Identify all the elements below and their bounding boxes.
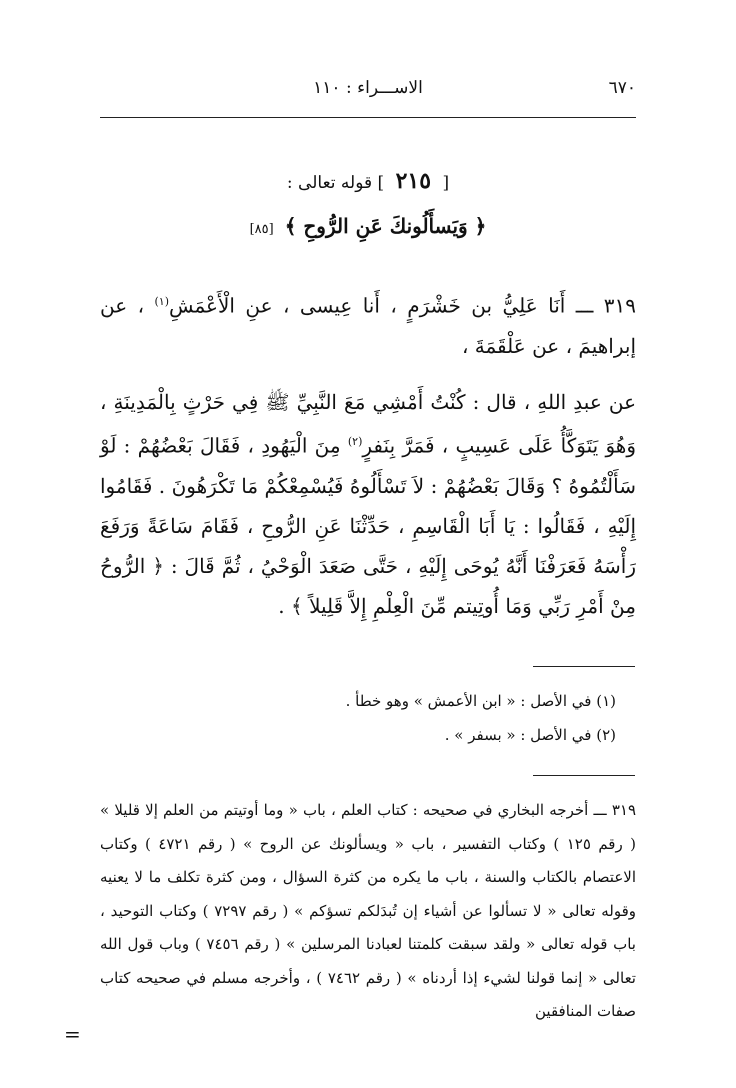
footnote-1: (١) في الأصل : « ابن الأعمش » وهو خطأ . [345, 692, 616, 710]
takhrij-note: ٣١٩ ـــ أخرجه البخاري في صحيحه : كتاب العلم ، باب « وما أوتيتم من العلم إلا قليلا » ( رقم ١٢٥ ) وكتاب التفسير ، باب « ويسألونك عن الروح » ( رقم ٤٧٢١ ) وكتاب الاعتصام بالكتاب والسنة ، باب ما يكره من كثرة السؤال ، ومن كثرة تكلف ما لا يعنيه وقوله تعالى « لا تسألوا عن أشياء إن تُبدَلكم تسؤكم » ( رقم ٧٢٩٧ ) وكتاب التوحيد ، باب قوله تعالى « ولقد سبقت كلمتنا لعبادنا المرسلين » ( رقم ٧٤٥٦ ) وباب قول الله تعالى « إنما قولنا لشيء إذا أردناه » ( رقم ٧٤٦٢ ) ، وأخرجه مسلم في صحيحه كتاب صفات المنافقين [100, 801, 636, 1020]
running-header [100, 78, 636, 108]
hadith-matn [100, 382, 636, 626]
matn-text-2: مِنَ الْيَهُودِ ، فَقَالَ بَعْضُهُمْ : لَوْ سَأَلْتُمُوهُ ؟ وَقَالَ بَعْضُهُمْ : لاَ تَسْأَلُوهُ فَيُسْمِعْكُمْ مَا تَكْرَهُونَ . فَقَامُوا إِلَيْهِ ، فَقَالُوا : يَا أَبَا الْقَاسِمِ ، حَدِّثْنَا عَنِ الرُّوحِ ، فَقَامَ سَاعَةً وَرَفَعَ رَأْسَهُ فَعَرَفْنَا أَنَّهُ يُوحَى إِلَيْهِ ، حَتَّى صَعَدَ الْوَحْيُ ، ثُمَّ قَالَ : ﴿ الرُّوحُ مِنْ أَمْرِ رَبِّي وَمَا أُوتِيتم مِّنَ الْعِلْمِ إِلاَّ قَلِيلاً ﴾ . [100, 433, 636, 618]
section-number: ٢١٥ [395, 168, 432, 194]
section-heading [100, 168, 636, 194]
takhrij-divider [533, 775, 635, 776]
isnad-text-2: ، عن إبراهيمَ ، عن عَلْقَمَةَ ، [100, 293, 636, 358]
footnote-marker-1: (١) [154, 295, 169, 308]
isnad-text-1: ٣١٩ ـــ أَنَا عَلِيُّ بن خَشْرَمٍ ، أَنا عِيسى ، عنِ الْأَعْمَشِ [168, 293, 636, 318]
footnotes [100, 684, 616, 752]
matn-text-1: عن عبدِ اللهِ ، قال : كُنْتُ أَمْشِي مَعَ النَّبِيِّ ﷺ فِي حَرْثٍ بِالْمَدِينَةِ ، وَهُوَ يَتَوَكَّأُ عَلَى عَسِيبٍ ، فَمَرَّ بِنَفرٍ [100, 390, 637, 458]
verse-reference: [٨٥] [249, 222, 274, 237]
running-title: الاســـراء : ١١٠ [313, 78, 423, 98]
page-number: ٦٧٠ [608, 78, 636, 98]
header-divider [100, 117, 636, 118]
heading-label: قوله تعالى : [286, 173, 373, 193]
footnote-divider [533, 666, 635, 667]
footnote-2: (٢) في الأصل : « بسفر » . [444, 726, 616, 744]
continuation-mark: = [64, 1022, 81, 1046]
hadith-isnad [100, 282, 636, 366]
verse-text: ﴿ وَيَسأَلُونكَ عَنِ الرُّوحِ ﴾ [284, 214, 487, 238]
quran-verse [100, 214, 636, 238]
footnote-marker-2: (٢) [347, 435, 363, 448]
heading-open-bracket: [ [442, 173, 450, 193]
heading-close-bracket: ] [377, 173, 385, 193]
